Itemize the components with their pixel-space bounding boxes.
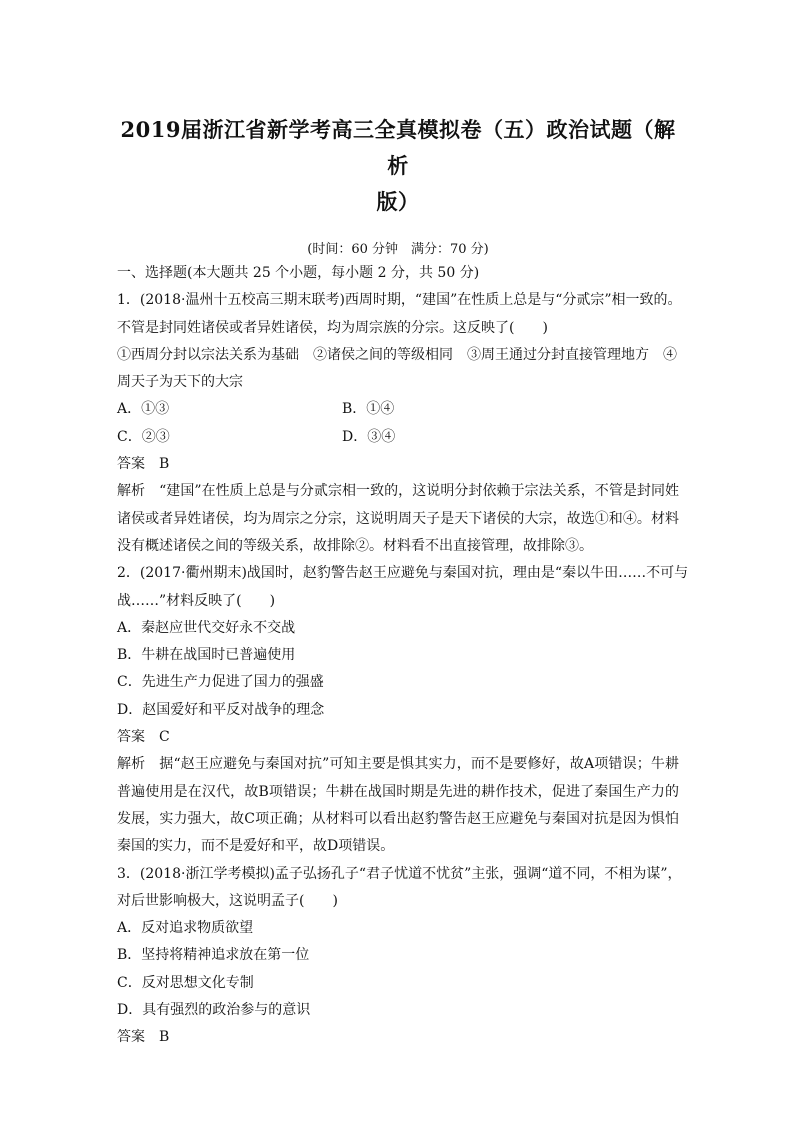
analysis-label: 解析 [117, 483, 146, 500]
option-c: C．②③ [117, 428, 170, 445]
option-a: A．①③ [117, 401, 170, 418]
question-stem: 战……”材料反映了( ) [117, 592, 276, 609]
exam-info: (时间：60 分钟 满分：70 分) [307, 242, 489, 257]
option-b: B．坚持将精神追求放在第一位 [117, 947, 310, 964]
document-title [117, 112, 679, 220]
title-line-2: 版） [376, 189, 420, 214]
question-items: 周天子为天下的大宗 [117, 374, 243, 391]
question-3 [117, 861, 682, 1052]
option-d: D．赵国爱好和平反对战争的理念 [117, 701, 325, 718]
answer-label: 答案 [117, 456, 145, 473]
answer-value: C [159, 729, 170, 746]
option-d: D．③④ [342, 428, 396, 445]
analysis [117, 751, 679, 860]
question-stem: 对后世影响极大，这说明孟子( ) [117, 892, 338, 909]
answer-label: 答案 [117, 729, 145, 746]
answer-label: 答案 [117, 1029, 145, 1046]
option-row [117, 424, 679, 451]
option-c: C．先进生产力促进了国力的强盛 [117, 674, 324, 691]
analysis [117, 478, 679, 560]
option-a: A．秦赵应世代交好永不交战 [117, 619, 296, 636]
answer-value: B [159, 1029, 170, 1046]
option-d: D．具有强烈的政治参与的意识 [117, 1002, 311, 1019]
question-2 [117, 560, 689, 860]
question-stem: 3．(2018·浙江学考模拟)孟子弘扬孔子“君子忧道不忧贫”主张，强调“道不同，不相为谋”， [117, 865, 682, 882]
option-b: B．①④ [342, 401, 395, 418]
analysis-text: 据“赵王应避免与秦国对抗”可知主要是惧其实力，而不是要修好，故A项错误；牛耕普遍使用是在汉代，故B项错误；牛耕在战国时期是先进的耕作技术，促进了秦国生产力的发展，实力强大，故C项正确；从材料可以看出赵豹警告赵王应避免与秦国对抗是因为惧怕秦国的实力，而不是爱好和平，故D项错误。 [117, 756, 679, 855]
question-items: ①西周分封以宗法关系为基础 ②诸侯之间的等级相同 ③周王通过分封直接管理地方 ④ [117, 346, 677, 363]
answer-value: B [159, 456, 170, 473]
section-heading: 一、选择题(本大题共 25 个小题，每小题 2 分，共 50 分) [117, 265, 480, 281]
option-row [117, 396, 679, 423]
question-stem: 2．(2017·衢州期末)战国时，赵豹警告赵王应避免与秦国对抗，理由是“秦以牛田……不可与 [117, 565, 689, 582]
analysis-text: “建国”在性质上总是与分贰宗相一致的，这说明分封依赖于宗法关系，不管是封同姓诸侯或者异姓诸侯，均为周宗之分宗，这说明周天子是天下诸侯的大宗，故选①和④。材料没有概述诸侯之间的等级关系，故排除②。材料看不出直接管理，故排除③。 [117, 483, 680, 554]
question-stem: 1．(2018·温州十五校高三期末联考)西周时期，“建国”在性质上总是与“分贰宗”相一致的。 [117, 292, 682, 309]
analysis-label: 解析 [117, 756, 146, 773]
option-c: C．反对思想文化专制 [117, 974, 254, 991]
document-page [117, 112, 689, 1052]
option-b: B．牛耕在战国时已普遍使用 [117, 647, 296, 664]
answer [117, 451, 679, 478]
answer [117, 1024, 679, 1051]
question-stem: 不管是封同姓诸侯或者异姓诸侯，均为周宗族的分宗。这反映了( ) [117, 319, 548, 336]
answer [117, 724, 679, 751]
title-line-1: 2019届浙江省新学考高三全真模拟卷（五）政治试题（解析 [120, 117, 676, 178]
question-1 [117, 287, 682, 560]
option-a: A．反对追求物质欲望 [117, 920, 254, 937]
